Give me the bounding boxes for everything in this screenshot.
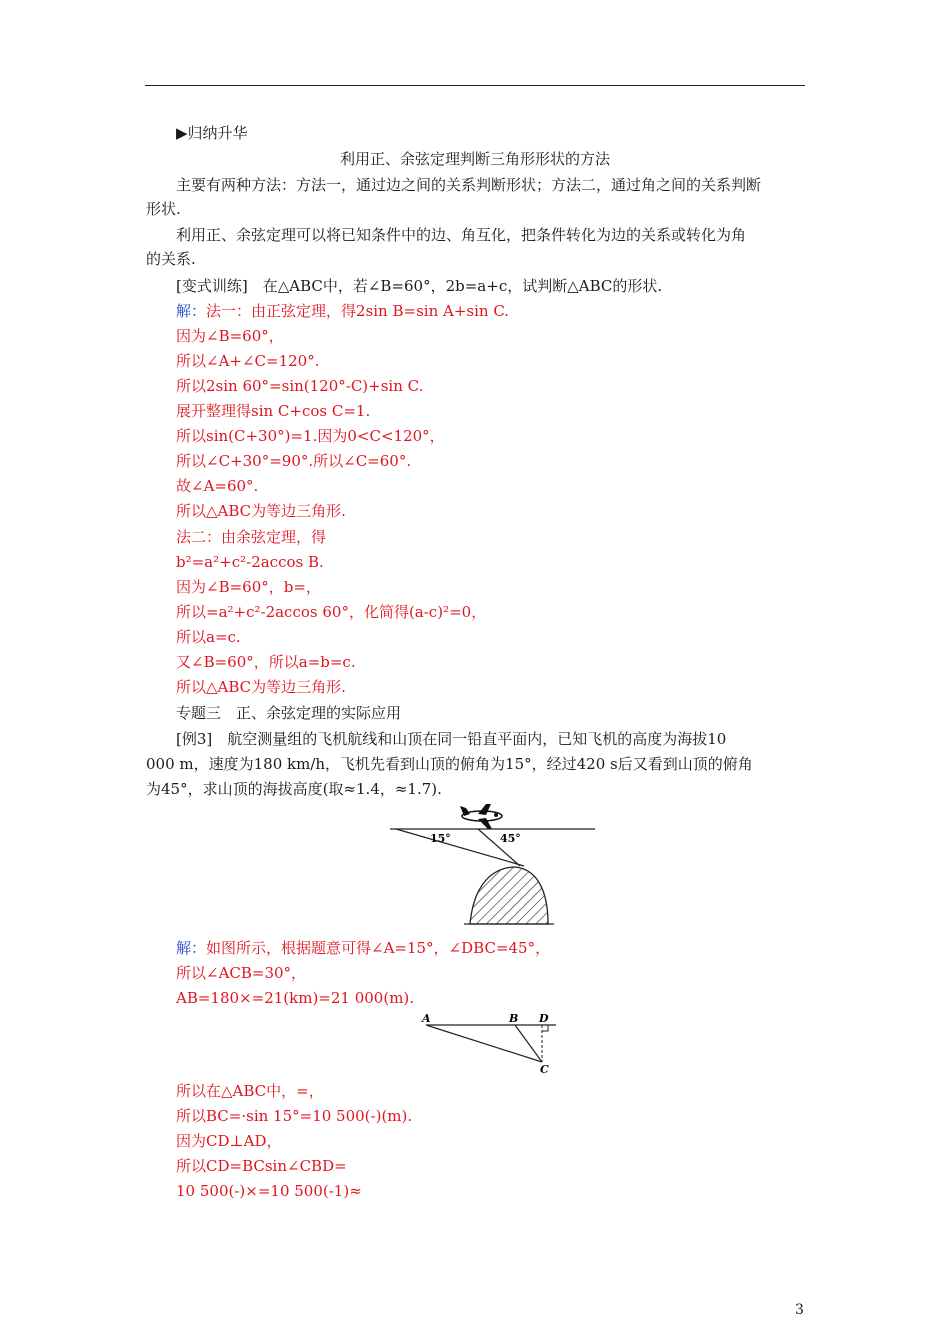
line-BC: [515, 1025, 542, 1062]
point-C-label: C: [540, 1063, 549, 1076]
solution3-line-3: AB=180×=21(km)=21 000(m).: [176, 989, 415, 1007]
solution2-line-3: 因为∠B=60°，b=，: [176, 578, 321, 596]
solution2-line-7: 所以△ABC为等边三角形.: [176, 678, 346, 696]
solution2-line-4: 所以=a²+c²-2accos 60°，化简得(a-c)²=0，: [176, 603, 487, 621]
solution1-line-1: [176, 301, 509, 321]
solution3-line-1: [176, 938, 550, 958]
paragraph-2-line-1: 利用正、余弦定理可以将已知条件中的边、角互化，把条件转化为边的关系或转化为角: [176, 226, 747, 244]
example-3-line-2: 000 m，速度为180 km/h，飞机先看到山顶的俯角为15°，经过420 s后又看到山顶的俯角: [146, 755, 753, 773]
page-number: 3: [795, 1302, 804, 1318]
example-3-line-3: 为45°，求山顶的海拔高度(取≈1.4，≈1.7).: [146, 780, 442, 798]
solution2-line-1: 法二：由余弦定理，得: [176, 528, 327, 546]
solution1-line-3: 所以∠A+∠C=120°.: [176, 352, 320, 370]
solution1-line-5: 展开整理得sin C+cos C=1.: [176, 402, 371, 420]
solution2-line-5: 所以a=c.: [176, 628, 241, 646]
solution3-line-2: 所以∠ACB=30°，: [176, 964, 307, 982]
triangle-figure: [420, 1010, 562, 1076]
paragraph-2-line-2: 的关系.: [146, 250, 196, 268]
plane-mountain-figure: [390, 802, 600, 930]
solution3b-line-5: 10 500(-)×=10 500(-1)≈: [176, 1182, 362, 1200]
solution3-text: 如图所示，根据题意可得∠A=15°，∠DBC=45°，: [206, 939, 551, 957]
exercise-prompt: [变式训练] 在△ABC中，若∠B=60°，2b=a+c，试判断△ABC的形状.: [176, 277, 663, 295]
solution1-text: 法一：由正弦定理，得2sin B=sin A+sin C.: [206, 302, 510, 320]
solution3b-line-3: 因为CD⊥AD，: [176, 1132, 282, 1150]
solution1-line-4: 所以2sin 60°=sin(120°-C)+sin C.: [176, 377, 424, 395]
paragraph-1-line-2: 形状.: [146, 200, 181, 218]
point-A-label: A: [422, 1012, 431, 1025]
mountain-shape: [470, 867, 548, 924]
airplane-icon: [460, 804, 502, 829]
solution3b-line-4: 所以CD=BCsin∠CBD=: [176, 1157, 347, 1175]
right-angle-mark: [542, 1025, 548, 1031]
solution3b-line-2: 所以BC=·sin 15°=10 500(-)(m).: [176, 1107, 413, 1125]
solution1-line-6: 所以sin(C+30°)=1.因为0<C<120°，: [176, 427, 445, 445]
solution-label: 解：: [176, 302, 207, 320]
line-AC: [426, 1025, 542, 1062]
solution2-line-2: b²=a²+c²-2accos B.: [176, 553, 324, 571]
paragraph-1-line-1: 主要有两种方法：方法一，通过边之间的关系判断形状；方法二，通过角之间的关系判断: [176, 176, 762, 194]
solution1-line-8: 故∠A=60°.: [176, 477, 259, 495]
example-3-line-1: [例3] 航空测量组的飞机航线和山顶在同一铅直平面内，已知飞机的高度为海拔10: [176, 730, 727, 748]
topic-3-heading: 专题三 正、余弦定理的实际应用: [176, 704, 402, 722]
angle-45-label: 45°: [500, 832, 521, 845]
solution3b-line-1: 所以在△ABC中，=，: [176, 1082, 324, 1100]
header-rule: [145, 85, 805, 86]
section-heading: ▶归纳升华: [176, 124, 248, 142]
solution1-line-7: 所以∠C+30°=90°.所以∠C=60°.: [176, 452, 412, 470]
solution1-line-9: 所以△ABC为等边三角形.: [176, 502, 346, 520]
solution1-line-2: 因为∠B=60°，: [176, 327, 284, 345]
point-B-label: B: [509, 1012, 519, 1025]
solution2-line-6: 又∠B=60°，所以a=b=c.: [176, 653, 356, 671]
method-title: 利用正、余弦定理判断三角形形状的方法: [339, 150, 610, 168]
angle-15-label: 15°: [430, 832, 451, 845]
solution3-label: 解：: [176, 939, 207, 957]
point-D-label: D: [539, 1012, 549, 1025]
